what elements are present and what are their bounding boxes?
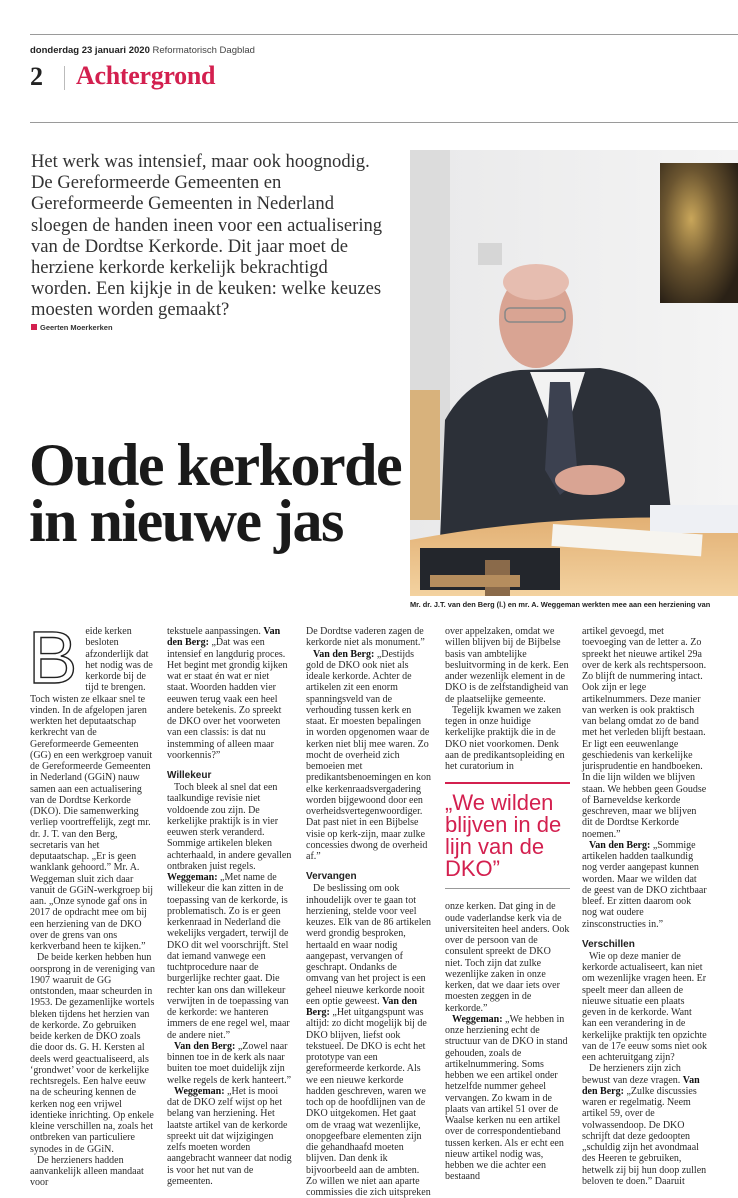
speaker-name: Van den Berg: [174, 1040, 236, 1052]
paragraph [445, 626, 570, 705]
paragraph [167, 626, 292, 761]
newspaper-name: Reformatorisch Dagblad [152, 45, 255, 56]
paragraph [30, 952, 155, 1155]
photo-caption: Mr. dr. J.T. van den Berg (l.) en mr. A. Weggeman werkten mee aan een herziening van [410, 600, 711, 609]
pull-quote: „We wilden blijven in de lijn van de DKO” [445, 782, 570, 889]
text-run: „Het is mooi dat de DKO zelf wijst op het belang van herziening. Het laatste artikel van de kerkorde spreekt uit dat wijzigingen zelfs moeten worden aangebracht wanneer dat nodig is voor het nut van de gemeenten. [167, 1085, 292, 1187]
speaker-name: Van den Berg: [313, 648, 375, 660]
paragraph [445, 705, 570, 773]
text-run: „Het uitgangspunt was altijd: zo dicht mogelijk bij de DKO blijven, liefst ook tekstueel. De DKO is echt het prototype van een gereformeerde kerkorde. Als we een nieuwe kerkorde hadden geschreven, waren we toch op de hoofdlijnen van de DKO uitgekomen. Het gaat om de vraag wat wezenlijke, onopgeefbare elementen zijn die gehandhaafd moeten blijven. Dan denk ik bijvoorbeeld aan de ambten. Zo willen we niet aan aparte commissies die zich uitspreken [306, 1007, 431, 1198]
speaker-name: Weggeman: [167, 872, 218, 883]
text-run: „Sommige artikelen hadden taalkundig nog verder aangepast kunnen worden. Maar we wilden dat de geest van de DKO zichtbaar bleef. Er zitten daarom ook nog wat oudere zinsconstructies in.” [582, 839, 707, 930]
text-run: eide kerken besloten afzonderlijk dat het nodig was de kerkorde bij de tijd te brengen. Toch wisten ze elkaar snel te vinden. In de afgelopen jaren werkten het deputaatschap kerkrecht van de Gereformeerde Gemeenten (GG) en een werkgroep vanuit de Gereformeerde Gemeenten in Nederland (GGiN) nauw samen aan een actualisering van de Dordtse Kerkorde (DKO). Die samenwerking verliep voortreffelijk, zegt mr. dr. J. T. van den Berg, secretaris van het deputaatschap. „Er is geen wanklank gehoord.” Mr. A. Weggeman sluit zich daar vanuit de GGiN-werkgroep bij aan. „Onze synode gaf ons in 2017 de opdracht mee om bij een herziening van de DKO over de grens van ons kerkverband heen te kijken.” [30, 626, 154, 952]
byline [31, 323, 113, 332]
text-run: onze kerken. Dat ging in de oude vaderlandse kerk via de universiteiten heel anders. Ook over de persoon van de consulent spreekt de DKO niet. Toch zijn dat zulke wezenlijke zaken in onze kerken, dat we daar iets over moesten zeggen in de kerkorde.” [445, 901, 570, 1014]
drop-cap: B [28, 616, 78, 699]
text-run: De beide kerken hebben hun oorsprong in de vereniging van 1907 waaruit de GG ontstonden, maar scheurden in 1953. De gezamenlijke wortels bleken tijdens het herzien van de kerkorde. Zo gebruiken beide kerken de DKO zoals die door ds. G. H. Kersten al deels werd geactualiseerd, als ‘grondwet’ voor de kerkelijke rechtsregels. Een halve eeuw na de scheuring kennen de kerken nog een vrijwel identieke inrichting. Op enkele kleine verschillen na, zoals het ontbreken van particuliere synodes in de GGiN. [30, 952, 155, 1155]
article-photo [410, 150, 738, 596]
text-run: „Dat was een intensief en langdurig proces. Het begint met grondig kijken wat er staat én wat er niet staat. Woorden hadden vier eeuwen terug vaak een heel andere betekenis. Zo spreekt de DKO over het voorweten van een classis: is dat nu instemming of alleen maar voorkennis?” [167, 637, 288, 761]
author-name: Geerten Moerkerken [40, 323, 113, 332]
body-column-5 [582, 626, 707, 1187]
text-run: De beslissing om ook inhoudelijk over te gaan tot herziening, stelde voor veel keuzes. Elk van de 86 artikelen werd grondig besproken, hertaald en waar nodig aangepast, vervangen of geschrapt. Ondanks de omvang van het project is een geheel nieuwe kerkorde nooit een optie geweest. [306, 883, 431, 1007]
paragraph [167, 1086, 292, 1187]
text-run: „Met name de willekeur die kan zitten in de toepassing van de kerkorde, is problematisch. Zo is er geen kerkenraad in Nederland die wekelijks vergadert, terwijl de DKO dit wel voorschrijft. Stel dat iemand vanwege een tuchtprocedure naar de burgerlijke rechter gaat. Die rechter kan ons dan willekeur verwijten in de toepassing van de kerkorde: we hanteren immers de ene regel wel, maar de andere niet.” [167, 872, 290, 1041]
subheading: Vervangen [306, 871, 357, 883]
section-title: Achtergrond [76, 61, 216, 90]
text-run: De herzieners hadden aanvankelijk alleen mandaat voor [30, 1154, 144, 1189]
article-headline: Oude kerkorde in nieuwe jas [29, 432, 402, 554]
page-number: 2 [30, 62, 43, 91]
subheading: Verschillen [582, 938, 635, 950]
speaker-name: Van den Berg: [589, 839, 651, 851]
paragraph [582, 951, 707, 1064]
text-run: tekstuele aanpassingen. [167, 626, 264, 637]
body-column-3 [306, 626, 431, 1198]
paragraph [306, 649, 431, 863]
speaker-name: Weggeman: [452, 1013, 503, 1025]
text-run: „We hebben in onze herziening echt de structuur van de DKO in stand gehouden, zoals de artikelnummering. Soms hebben we een artikel onder hetzelfde nummer geheel vervangen. Zo kwam in de plaats van artikel 51 over de Waalse kerken nu een artikel over de correspondentieband tussen kerken. Als er echt een nieuw artikel nodig was, hebben we die achter een bestaand [445, 1013, 568, 1183]
byline-square-icon [31, 324, 37, 330]
text-run: artikel gevoegd, met toevoeging van de letter a. Zo spreekt het nieuwe artikel 29a over de kerk als rechtspersoon. Zo blijft de nummering intact. Ook zijn er lege artikelnummers. Deze manier van werken is ook praktisch van belang omdat zo de band met het verleden blijft bestaan. Er ligt een eeuwenlange geschiedenis van kerkelijke jurisprudentie en handboeken. In die lijn wilden we blijven staan. We hebben geen Goudse of Barneveldse kerkorde geschreven, maar we blijven dit de Dordtse Kerkorde noemen.” [582, 626, 707, 840]
paragraph [28, 616, 155, 952]
text-run: De Dordtse vaderen zagen de kerkorde niet als monument.” [306, 626, 425, 649]
text-run: Tegelijk kwamen we zaken tegen in onze huidige kerkelijke praktijk die in de DKO niet voorkomen. Denk aan de predikantsopleiding en het curatorium in [445, 704, 565, 772]
paragraph [167, 1041, 292, 1086]
text-run: Toch bleek al snel dat een taalkundige revisie niet voldoende zou zijn. De kerkelijke praktijk is in vier eeuwen sterk veranderd. Sommige artikelen bleken achterhaald, in andere gevallen ontbraken juist regels. [167, 782, 292, 872]
text-run: „Zowel naar binnen toe in de kerk als naar buiten toe moet duidelijk zijn welke regels de kerk hanteert.” [167, 1040, 292, 1086]
paragraph [306, 626, 431, 649]
issue-date: donderdag 23 januari 2020 [30, 45, 150, 56]
text-run: „Destijds gold de DKO ook niet als ideale kerkorde. Achter de artikelen zit een enorm spanningsveld van de verhouding tussen kerk en staat. Er moesten bepalingen in worden opgenomen waar de kerken niet blij mee waren. Zo mocht de overheid zich bemoeien met predikantsbenoemingen en kon elke kerkenraadsvergadering worden bijgewoond door een overheidsvertegenwoordiger. Dat past niet in een Bijbelse visie op kerk-zijn, maar zulke concessies dwong de overheid af.” [306, 648, 431, 862]
subheading: Willekeur [167, 770, 212, 781]
speaker-name: Weggeman: [174, 1085, 225, 1097]
paragraph [306, 883, 431, 1198]
paragraph [582, 626, 707, 840]
speaker-name: Van den Berg: [167, 626, 281, 649]
paragraph [445, 901, 570, 1014]
article-intro: Het werk was intensief, maar ook hoognodig. De Gereformeerde Gemeenten en Gereformeerde Gemeenten in Nederland sloegen de handen ineen voor een actualisering van de Dordtse Kerkorde. Dit jaar moet de herziene kerkorde kerkelijk bekrachtigd worden. Een kijkje in de keuken: welke keuzes moesten worden gemaakt? [31, 151, 383, 321]
body-column-2 [167, 626, 292, 1187]
text-run: Wie op deze manier de kerkorde actualiseert, kan niet om wezenlijke vragen heen. Er speelt meer dan alleen de nieuwe situatie een plaats geven in de kerkorde. Want kan een verandering in de kerkelijke praktijk ten opzichte van de 17e eeuw soms niet ook een achteruitgang zijn? [582, 950, 707, 1063]
paragraph [582, 1063, 707, 1187]
top-rule [30, 34, 738, 35]
text-run: over appelzaken, omdat we willen blijven bij de Bijbelse basis van ambtelijke besluitvorming in de kerk. Een ander wezenlijk element in de DKO is de zelfstandigheid van de plaatselijke gemeente. [445, 626, 569, 705]
section-divider [64, 66, 65, 90]
paragraph [582, 840, 707, 930]
dateline [30, 45, 255, 56]
header-rule [30, 122, 738, 123]
text-run: „Zulke discussies waren er regelmatig. Neem artikel 59, over de volwassendoop. De DKO schrijft dat deze gedoopten „schuldig zijn het avondmaal des Heeren te gebruiken, hetwelk zij bij hun doop zullen beloven te doen.” Daaruit [582, 1085, 707, 1187]
speaker-name: Van den Berg: [582, 1074, 700, 1097]
paragraph [445, 1014, 570, 1183]
text-run: De herzieners zijn zich bewust van deze vragen. [582, 1063, 683, 1086]
body-column-4 [445, 626, 570, 1183]
paragraph [167, 782, 292, 1041]
body-column-1 [28, 616, 155, 1189]
paragraph [30, 1155, 155, 1189]
speaker-name: Van den Berg: [306, 995, 418, 1018]
